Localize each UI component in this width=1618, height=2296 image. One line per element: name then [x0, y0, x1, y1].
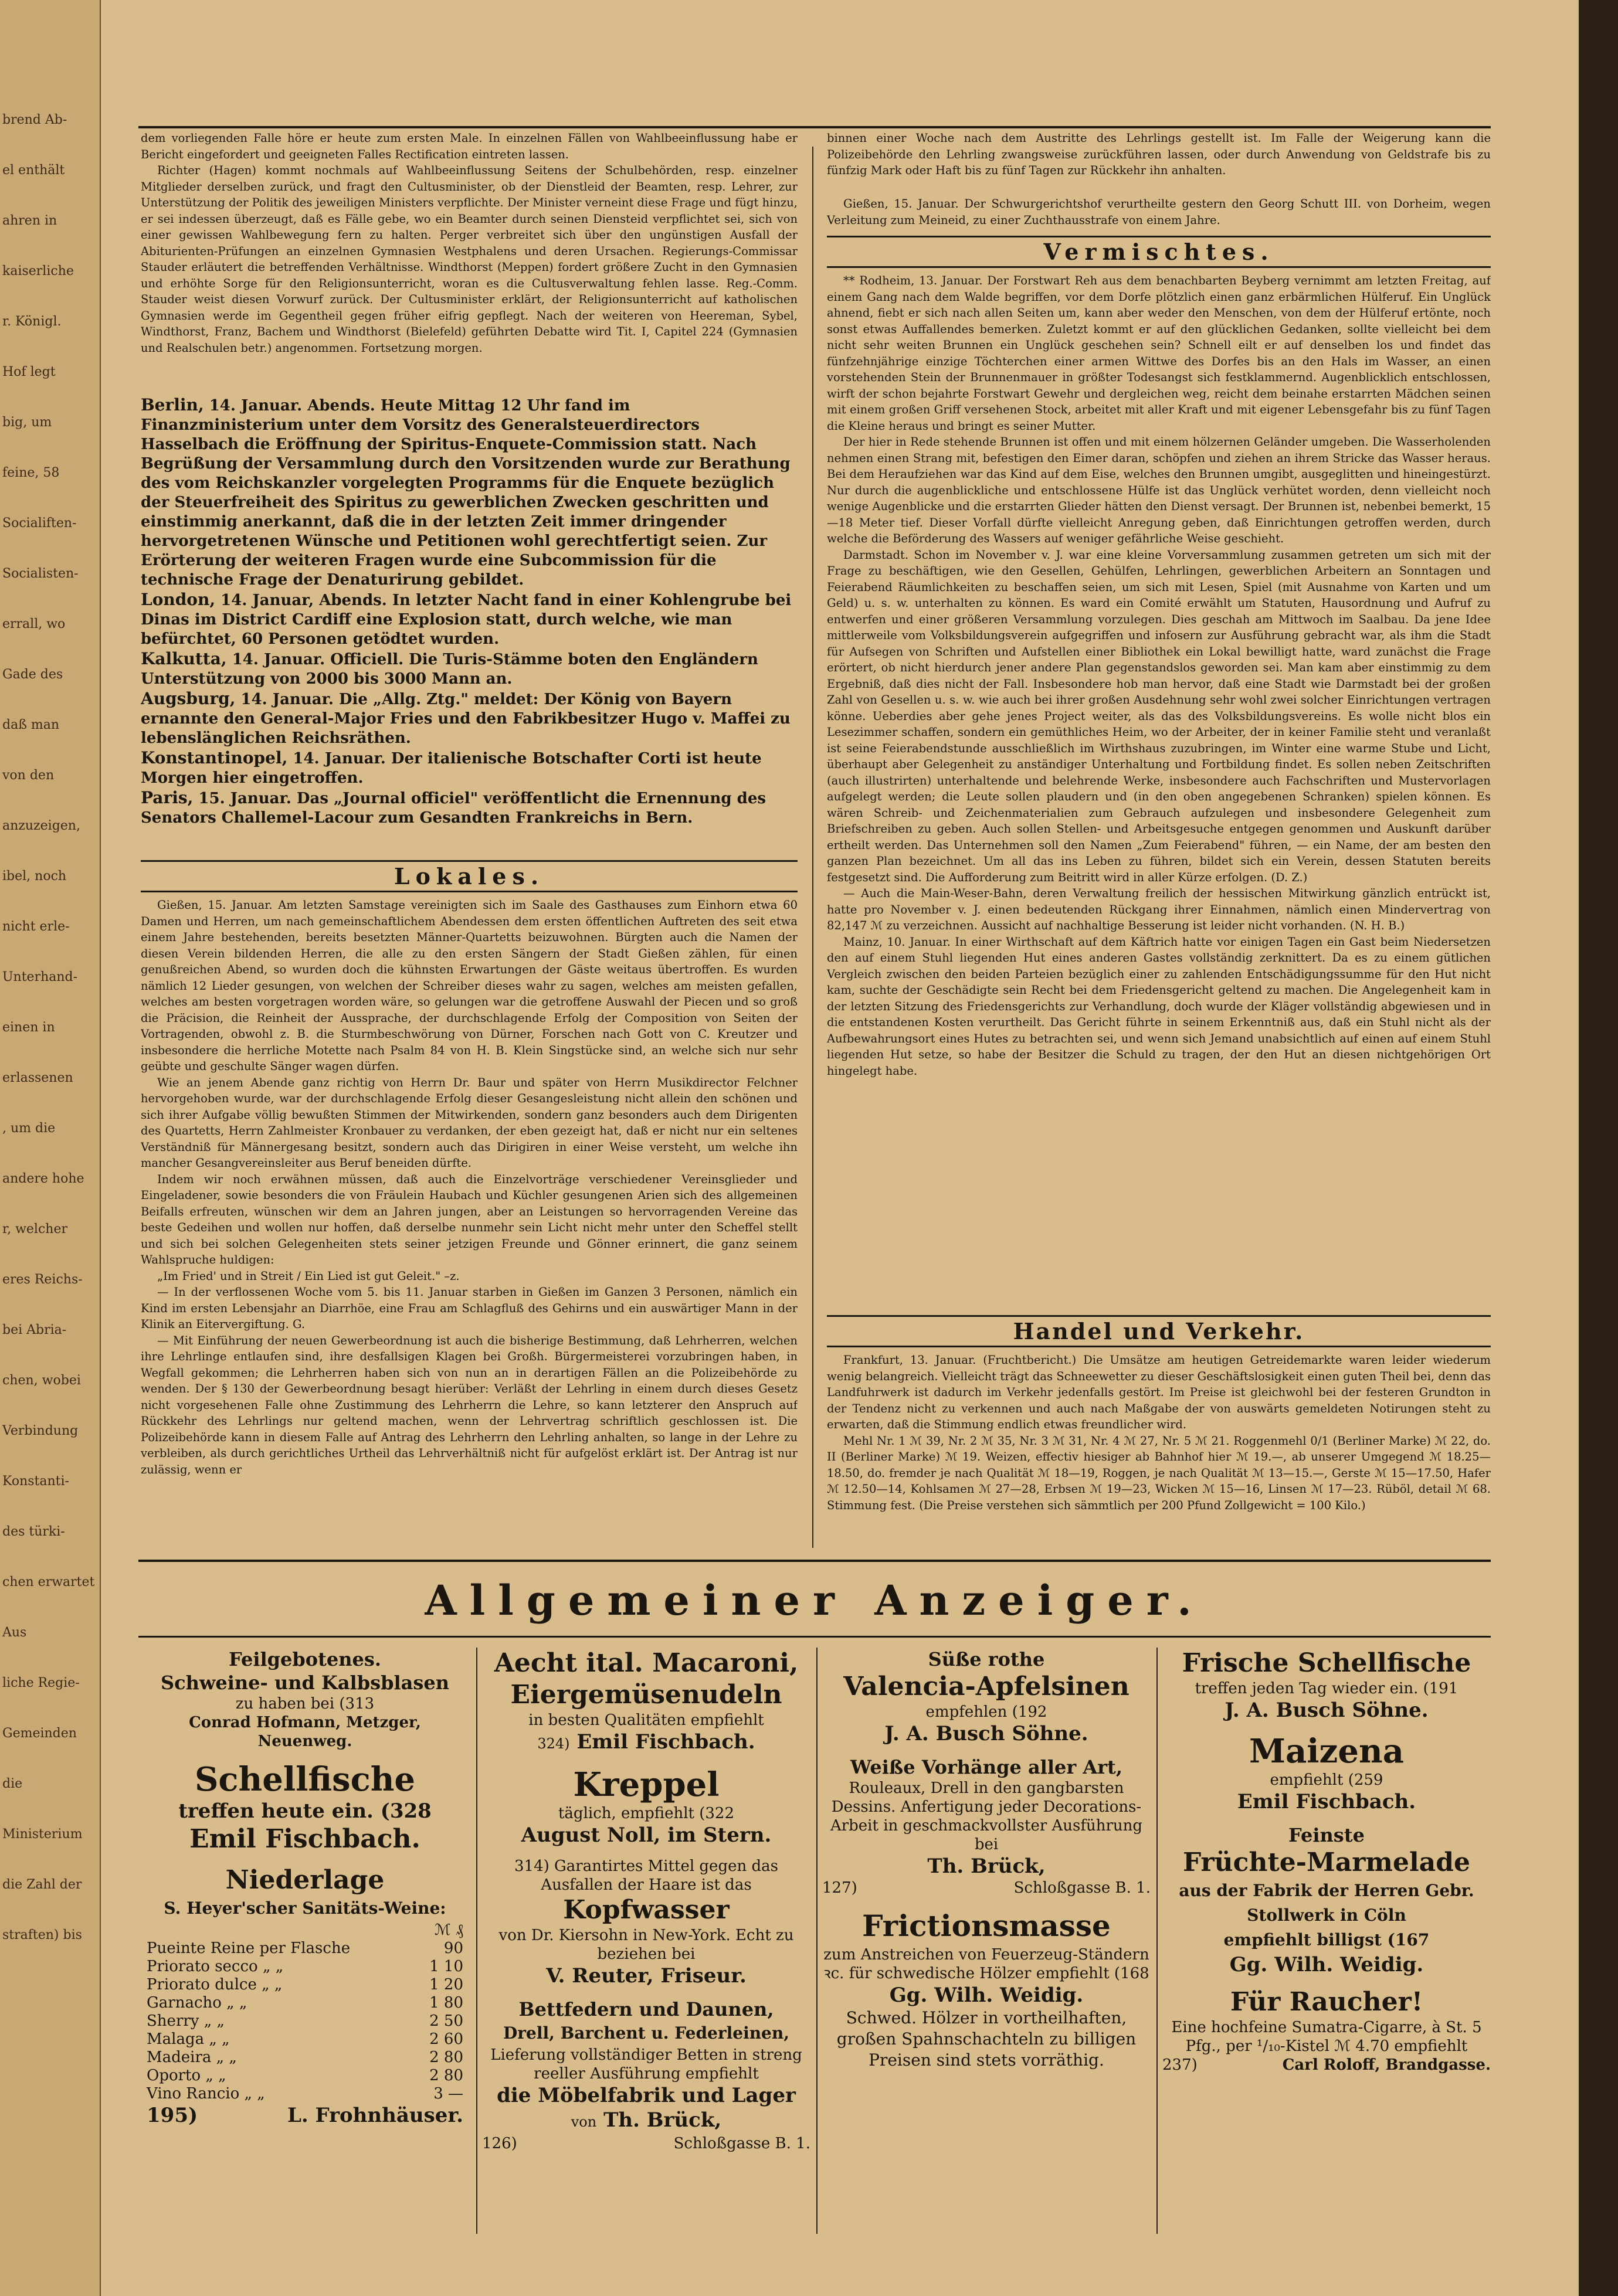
- news-place: Paris,: [141, 788, 194, 807]
- ad-column-1: [141, 1648, 469, 2234]
- wine-price: 2 80: [429, 2049, 463, 2066]
- wine-row: [141, 2085, 469, 2103]
- section-heading-lokales: Lokales.: [141, 860, 798, 892]
- wine-name: Sherry „ „: [147, 2012, 225, 2030]
- news-place: Berlin,: [141, 395, 204, 415]
- left-page-fragment: straften) bis: [2, 1928, 82, 1942]
- ad-text: empfiehlt (259: [1270, 1771, 1383, 1789]
- news-place: Kalkutta,: [141, 649, 227, 668]
- ad-text: 126) Schloßgasse B. 1.: [482, 2135, 810, 2152]
- left-page-fragment: nicht erle-: [2, 919, 70, 934]
- wine-name: Vino Rancio „ „: [147, 2085, 265, 2103]
- ad-heading: Früchte-Marmelade: [1183, 1847, 1470, 1877]
- ad-heading: Aecht ital. Macaroni,: [494, 1648, 799, 1678]
- ad-heading: Niederlage: [225, 1865, 385, 1895]
- ad-text: treffen heute ein. (328: [178, 1799, 432, 1823]
- left-page-fragment: el enthält: [2, 163, 65, 178]
- left-page-fragment: feine, 58: [2, 466, 60, 480]
- wine-row: [141, 1958, 469, 1976]
- left-page-fragment: chen erwartet: [2, 1575, 95, 1589]
- paragraph: Richter (Hagen) kommt nochmals auf Wahlbeeinflussung Seitens der Schulbehörden, resp. einzelner Mitglieder derselben zurück, und fragt den Cultusminister, ob der Dienstleid der Beamten, resp. Lehrer, zur Unterstützung der Politik des jeweiligen Ministers verpflichte. Der Minister verneint diese Frage und fügt hinzu, er sei indessen überzeugt, daß es Fälle gebe, wo ein Beamter durch seinen Diensteid verpflichtet sei, sich von einer gewissen Wahlbewegung fern zu halten. Perger verbreitet sich über den ungünstigen Ausfall der Abiturienten-Prüfungen an einzelnen Gymnasien Westphalens und deren Ursachen. Regierungs-Commissar Stauder erläutert die betreffenden Verhältnisse. Windthorst (Meppen) fordert größere Zucht in den Gymnasien und erhöhte Sorge für den Religionsunterricht, woran es die Cultusverwaltung fehlen lasse. Reg.-Comm. Stauder weist diesen Vorwurf zurück. Der Cultusminister erklärt, der Religionsunterricht auf katholischen Gymnasien werde im Gegentheil gegen früher eifrig gepflegt. Nach der weiteren von Heereman, Sybel, Windthorst, Franz, Bachem und Windthorst (Bielefeld) geführten Debatte wird Tit. I, Capitel 224 (Gymnasien und Realschulen betr.) angenommen. Fortsetzung morgen.: [141, 164, 798, 355]
- left-page-fragment: Unterhand-: [2, 970, 78, 984]
- vermischtes-text: [827, 273, 1491, 1310]
- paragraph: Wie an jenem Abende ganz richtig von Herrn Dr. Baur und später von Herrn Musikdirector Felchner hervorgehoben wurde, war der durchschlagende Erfolg dieser Gesangesleistung nicht allein den schönen und sich ihrer Aufgabe völlig bewußten Stimmen der Mitwirkenden, sondern ganz besonders auch dem Dirigenten des Quartetts, Herrn Zahlmeister Kronbauer zu verdanken, der eben gezeigt hat, daß er nicht nur ein seltenes Verständniß für Männergesang besitzt, sondern auch das Dirigiren in einer Weise versteht, um welche ihn mancher Gesangvereinsleiter aus Beruf beneiden dürfte.: [141, 1075, 798, 1170]
- ad-text: Eine hochfeine Sumatra-Cigarre, à St. 5 Pfg., per ¹/₁₀-Kistel ℳ 4.70 empfiehlt: [1171, 2019, 1482, 2055]
- left-page-fragment: r, welcher: [2, 1222, 67, 1237]
- ad-advertiser: Conrad Hofmann, Metzger, Neuenweg.: [189, 1714, 421, 1750]
- ad-text: 127) Schloßgasse B. 1.: [822, 1879, 1151, 1897]
- ad-heading: Kreppel: [573, 1765, 720, 1804]
- left-page-fragment: brend Ab-: [2, 113, 67, 127]
- section-heading-handel: Handel und Verkehr.: [827, 1315, 1491, 1347]
- ad-heading: Süße rothe: [928, 1648, 1045, 1670]
- ad-text: aus der Fabrik der Herren Gebr. Stollwerk in Cöln: [1179, 1881, 1474, 1925]
- ad-advertiser: 324) Emil Fischbach.: [537, 1730, 755, 1754]
- wine-name: Oporto „ „: [147, 2067, 226, 2084]
- price-units: ℳ ₰: [434, 1921, 463, 1939]
- ad-advertiser: J. A. Busch Söhne.: [884, 1722, 1088, 1745]
- lokales-text: [141, 897, 798, 1653]
- wine-name: Priorato secco „ „: [147, 1958, 284, 1975]
- paragraph: Darmstadt. Schon im November v. J. war eine kleine Vorversammlung zusammen getreten um sich mit der Frage zu beschäftigen, wie den Gesellen, Gehülfen, Lehrlingen, gewerblichen Arbeitern an Sonntagen und Feierabend Räumlichkeiten zu beschaffen seien, um sich mit Lesen, Spiel (mit Ausnahme von Karten und um Geld) u. s. w. unterhalten zu können. Es ward ein Comité erwählt um Statuten, Hausordnung und Aufruf zu entwerfen und einer größeren Versammlung vorzulegen. Dies geschah am Mittwoch im Saalbau. Da jene Idee mittlerweile vom Volksbildungsverein aufgegriffen und infosern zur Ausführung gebracht war, als ihm die Stadt für Aufsegen von Schriften und Aufstellen einer Bibliothek ein Lokal bewilligt hatte, ward zunächst die Frage erörtert, ob nicht hierdurch jener andere Plan gegenstandslos geworden sei. Man kam aber einstimmig zu dem Ergebniß, daß dies nicht der Fall. Insbesondere hob man hervor, daß eine Stadt wie Darmstadt bei der großen Zahl von Gesellen u. s. w. wie auch bei ihrer großen Ausdehnung sehr wohl zwei solcher Einrichtungen vertragen könne. Ueberdies aber gehe jenes Project weiter, als das des Volksbildungsvereins. Es wolle nicht blos ein Lesezimmer schaffen, sondern ein gemüthliches Heim, wo der Arbeiter, der in keiner Familie steht und veranlaßt ist seine Feierabendstunde ausschließlich im Wirthshaus zuzubringen, im Winter eine warme Stube und Licht, überhaupt aber Gelegenheit zu anständiger Unterhaltung und Fortbildung findet. Es sollen neben Zeitschriften (auch illustrirten) unterhaltende und belehrende Werke, insbesondere auch Fachschriften und Mustervorlagen aufgelegt werden; die Leute sollen plaudern und (in den oben angegebenen Schranken) spielen können. Es wären Schreib- und Zeichenmaterialien zum Gebrauch aufzulegen und insbesondere Gelegenheit zum Briefschreiben zu geben. Auch sollen Stellen- und Arbeitsgesuche entgegen genommen und Auskunft darüber ertheilt werden. Das Unternehmen soll den Namen „Zum Feierabend" führen, — ein Name, der am besten den ganzen Plan bezeichnet. Um all das ins Leben zu führen, bildet sich ein Verein, dessen Statuten bereits festgesetzt sind. Die Aufforderung zum Beitritt wird in aller Kürze erfolgen. (D. Z.): [827, 548, 1491, 884]
- section-heading-vermischtes: Vermischtes.: [827, 236, 1491, 268]
- ad-advertiser: V. Reuter, Friseur.: [546, 1964, 747, 1988]
- left-page-fragment: r. Königl.: [2, 314, 62, 329]
- wine-price: 1 20: [429, 1976, 463, 1993]
- wine-row: [141, 1976, 469, 1994]
- ad-heading: Valencia-Apfelsinen: [843, 1672, 1129, 1701]
- wine-name: Madeira „ „: [147, 2049, 237, 2066]
- left-page-edge: [0, 0, 102, 2296]
- left-page-fragment: von den: [2, 768, 55, 783]
- ads-title: Allgemeiner Anzeiger.: [425, 1576, 1205, 1625]
- news-text: 14. Januar. Die „Allg. Ztg." meldet: Der König von Bayern ernannte den General-Major Fries und den Fabrikbesitzer Hugo v. Maffei zu lebenslänglichen Reichsräthen.: [141, 691, 791, 747]
- left-page-fragment: kaiserliche: [2, 264, 74, 278]
- left-page-fragment: erlassenen: [2, 1071, 73, 1085]
- paragraph: Indem wir noch erwähnen müssen, daß auch die Einzelvorträge verschiedener Vereinsglieder und Eingeladener, sowie besonders die von Fräulein Haubach und Küchler gesungenen Arien sich des allgemeinen Beifalls erfreuten, wünschen wir dem an Jahren jungen, aber an Leistungen so hervorragenden Vereine das beste Gedeihen und wollen nur hoffen, daß derselbe nunmehr sein Licht nicht mehr unter den Scheffel stellt und sich bei solchen Gelegenheiten stets seiner jetzigen Freunde und Gönner erinnert, die ganz seinem Wahlspruche huldigen:: [141, 1172, 798, 1266]
- ad-heading: Frische Schellfische: [1182, 1648, 1471, 1678]
- wine-price: 2 60: [429, 2030, 463, 2048]
- ad-column-4: [1162, 1648, 1491, 2234]
- wine-price: 1 10: [429, 1958, 463, 1975]
- left-page-fragment: Aus: [2, 1625, 27, 1640]
- news-item: [141, 649, 798, 689]
- top-rule: [138, 126, 1491, 128]
- left-page-fragment: andere hohe: [2, 1171, 84, 1186]
- ad-heading: Schweine- und Kalbsblasen: [160, 1672, 449, 1694]
- wine-name: Pueinte Reine per Flasche: [147, 1940, 351, 1957]
- paragraph: — Auch die Main-Weser-Bahn, deren Verwaltung freilich der hessischen Mitwirkung gänzlich entrückt ist, hatte pro November v. J. einen bedeutenden Rückgang ihrer Einnahmen, nämlich einen Mindervertrag von 82,147 ℳ zu verzeichnen. Aussicht auf nachhaltige Besserung ist leider nicht vorhanden. (N. H. B.): [827, 887, 1491, 932]
- column-1: [141, 130, 798, 1653]
- left-page-fragment: chen, wobei: [2, 1373, 81, 1388]
- ad-text: von Dr. Kiersohn in New-York. Echt zu beziehen bei: [498, 1927, 794, 1963]
- ad-text: treffen jeden Tag wieder ein. (191: [1195, 1680, 1458, 1697]
- book-edge: [1579, 0, 1618, 2296]
- left-page-fragment: ahren in: [2, 213, 57, 228]
- news-place: Augsburg,: [141, 689, 236, 708]
- left-page-fragment: Ministerium: [2, 1827, 83, 1842]
- left-page-fragment: Gade des: [2, 667, 63, 682]
- ad-text: die Möbelfabrik und Lager: [497, 2084, 796, 2107]
- left-page-fragment: Socialiften-: [2, 516, 77, 531]
- news-place: London,: [141, 590, 216, 609]
- wine-price: 90: [443, 1940, 463, 1957]
- ad-text: Drell, Barchent u. Federleinen,: [503, 2023, 789, 2043]
- ad-text: zu haben bei (313: [235, 1695, 375, 1713]
- ad-heading: Weiße Vorhänge aller Art,: [850, 1756, 1122, 1778]
- wine-price: 2 80: [429, 2067, 463, 2084]
- ad-advertiser: August Noll, im Stern.: [521, 1823, 772, 1847]
- ad-advertiser: 237) Carl Roloff, Brandgasse.: [1162, 2056, 1491, 2074]
- ad-column-3: [822, 1648, 1151, 2234]
- ad-heading: Feinste: [1288, 1824, 1365, 1846]
- left-page-fragment: einen in: [2, 1020, 55, 1035]
- left-page-fragment: daß man: [2, 718, 60, 732]
- news-item: [141, 788, 798, 828]
- news-text: 14. Januar, Abends. In letzter Nacht fand in einer Kohlengrube bei Dinas im District Cardiff eine Explosion statt, durch welche, wie man befürchtet, 60 Personen getödtet wurden.: [141, 592, 792, 648]
- paragraph: „Im Fried' und in Streit / Ein Lied ist gut Geleit." –z.: [157, 1269, 460, 1283]
- wine-row: [141, 1940, 469, 1958]
- paragraph: dem vorliegenden Falle höre er heute zum ersten Male. In einzelnen Fällen von Wahlbeeinflussung habe er Bericht eingefordert und geeigneten Falles Rectification eintreten lassen.: [141, 131, 798, 161]
- news-text: 15. Januar. Das „Journal officiel" veröffentlicht die Ernennung des Senators Challemel-Lacour zum Gesandten Frankreichs in Bern.: [141, 790, 766, 827]
- newspaper-page: [101, 0, 1579, 2296]
- ad-text: täglich, empfiehlt (322: [558, 1805, 735, 1822]
- ad-text: S. Heyer'scher Sanitäts-Weine:: [164, 1898, 446, 1918]
- wine-name: Garnacho „ „: [147, 1994, 247, 2012]
- ad-heading: Kopfwasser: [563, 1895, 730, 1925]
- left-page-fragment: Hof legt: [2, 365, 56, 379]
- ad-advertiser: Emil Fischbach.: [1237, 1790, 1416, 1813]
- news-list: [141, 395, 798, 855]
- column-divider: [812, 147, 813, 1548]
- left-page-fragment: des türki-: [2, 1524, 65, 1539]
- ad-advertiser: Gg. Wilh. Weidig.: [1229, 1953, 1424, 1976]
- wine-name: Malaga „ „: [147, 2030, 230, 2048]
- left-page-fragment: bei Abria-: [2, 1323, 67, 1337]
- wine-price: 3 —: [433, 2085, 463, 2103]
- left-page-fragment: eres Reichs-: [2, 1272, 83, 1287]
- news-text: 14. Januar. Der italienische Botschafter Corti ist heute Morgen hier eingetroffen.: [141, 750, 762, 787]
- left-page-fragment: Konstanti-: [2, 1474, 69, 1489]
- ad-text: Schwed. Hölzer in vortheilhaften, großen Spahnschachteln zu billigen Preisen sind stets vorräthig.: [836, 2008, 1137, 2070]
- ad-text: 314) Garantirtes Mittel gegen das Ausfallen der Haare ist das: [514, 1857, 778, 1894]
- ad-text: Rouleaux, Drell in den gangbarsten Dessins. Anfertigung jeder Decorations-Arbeit in geschmackvollster Ausführung bei: [830, 1779, 1143, 1853]
- wine-row: [141, 2030, 469, 2049]
- ad-advertiser: Emil Fischbach.: [189, 1824, 420, 1854]
- left-page-fragment: Socialisten-: [2, 566, 79, 581]
- ad-divider: [816, 1648, 818, 2234]
- paragraph: Gießen, 15. Januar. Der Schwurgerichtshof verurtheilte gestern den Georg Schutt III. von Dorheim, wegen Verleitung zum Meineid, zu einer Zuchthausstrafe von einem Jahre.: [827, 197, 1491, 227]
- ad-heading: Schellfische: [194, 1760, 416, 1799]
- paragraph: — In der verflossenen Woche vom 5. bis 11. Januar starben in Gießen im Ganzen 3 Personen, nämlich ein Kind im ersten Lebensjahr an Diarrhöe, eine Frau am Schlagfluß des Gehirns und ein auswärtiger Mann in der Klinik an Eitervergiftung. G.: [141, 1285, 798, 1331]
- left-page-fragment: , um die: [2, 1121, 56, 1136]
- ad-text: in besten Qualitäten empfiehlt: [528, 1711, 764, 1729]
- news-item: [141, 395, 798, 590]
- wine-row: [141, 2049, 469, 2067]
- ad-heading: Bettfedern und Daunen,: [518, 1998, 774, 2020]
- ad-text: empfiehlt billigst (167: [1223, 1930, 1430, 1949]
- column-2: [827, 130, 1491, 1528]
- left-page-fragment: die: [2, 1777, 23, 1791]
- news-item: [141, 590, 798, 649]
- ad-divider: [1156, 1648, 1158, 2234]
- ad-heading: Für Raucher!: [1230, 1987, 1423, 2017]
- wine-row: [141, 1994, 469, 2012]
- ad-text: Lieferung vollständiger Betten in streng reeller Ausführung empfiehlt: [490, 2046, 802, 2083]
- left-page-fragment: Verbindung: [2, 1424, 79, 1438]
- ad-text: zum Anstreichen von Feuerzeug-Ständern ꝛc. für schwedische Hölzer empfiehlt (168: [823, 1946, 1149, 1982]
- ad-advertiser: J. A. Busch Söhne.: [1224, 1699, 1429, 1722]
- left-page-fragment: anzuzeigen,: [2, 818, 80, 833]
- left-page-fragment: Gemeinden: [2, 1726, 77, 1741]
- ad-text: empfehlen (192: [925, 1703, 1047, 1721]
- paragraph: binnen einer Woche nach dem Austritte des Lehrlings gestellt ist. Im Falle der Weigerung kann die Polizeibehörde den Lehrling zwangsweise zurückführen lassen, oder durch Anwendung von Geldstrafe bis zu fünfzig Mark oder Haft bis zu fünf Tagen zur Rückkehr ihn anhalten.: [827, 131, 1491, 177]
- wine-price: 2 50: [429, 2012, 463, 2030]
- wine-price: 1 80: [429, 1994, 463, 2012]
- ad-advertiser: Gg. Wilh. Weidig.: [889, 1983, 1084, 2007]
- wine-row: [141, 2067, 469, 2085]
- left-page-fragment: ibel, noch: [2, 869, 67, 884]
- ad-heading: Eiergemüsenudeln: [510, 1680, 782, 1710]
- paragraph: ** Rodheim, 13. Januar. Der Forstwart Reh aus dem benachbarten Beyberg vernimmt am letzten Freitag, auf einem Gang nach dem Walde begriffen, vor dem Dorfe plötzlich einen ganz erbärmlichen Hülferuf. Ein Unglück ahnend, fiebt er sich nach allen Seiten um, kann aber weder den Menschen, von dem der Hülferuf ertönte, noch sonst etwas Auffallendes bemerken. Zuletzt kommt er auf den glücklichen Gedanken, sollte vielleicht bei dem nicht sehr weiten Brunnen ein Unglück geschehen sein? Schnell eilt er auf denselben los und findet das fünfzehnjährige einzige Töchterchen einer armen Wittwe des Dorfes bis an den Hals im Wasser, an einen vorstehenden Stein der Brunnenmauer in größter Todesangst sich festklammernd. Augenblicklich entschlossen, wirft der schon bejahrte Forstwart Gewehr und dergleichen weg, reicht dem beinahe erstarrten Mädchen seinen mit einem großen Griff versehenen Stock, arbeitet mit aller Kraft und mit eigener Lebensgefahr bis zu fünf Tagen die Kleine heraus und bringt es seiner Mutter.: [827, 274, 1491, 433]
- wine-name: Priorato dulce „ „: [147, 1976, 283, 1993]
- news-item: [141, 689, 798, 748]
- news-text: 14. Januar. Abends. Heute Mittag 12 Uhr fand im Finanzministerium unter dem Vorsitz des Generalsteuerdirectors Hasselbach die Eröffnung der Spiritus-Enquete-Commission statt. Nach Begrüßung der Versammlung durch den Vorsitzenden wurde zur Berathung des vom Reichskanzler vorgelegten Programms für die Enquete bezüglich der Steuerfreiheit des Spiritus zu gewerblichen Zwecken geschritten und einstimmig anerkannt, daß die in der letzten Zeit immer dringender hervorgetretenen Wünsche und Petitionen wohl gerechtfertigt seien. Zur Erörterung der weiteren Fragen wurde eine Subcommission für die technische Frage der Denaturirung gebildet.: [141, 397, 791, 589]
- paragraph: Gießen, 15. Januar. Am letzten Samstage vereinigten sich im Saale des Gasthauses zum Einhorn etwa 60 Damen und Herren, um nach gemeinschaftlichem Abendessen dem ersten öffentlichen Auftreten des seit etwa einem Jahre bestehenden, bereits besetzten Männer-Quartetts beizuwohnen. Bürgten auch die Namen der diesen Verein bildenden Herren, die alle zu den ersten Sängern der Stadt Gießen zählen, für einen genußreichen Abend, so wurden doch die kühnsten Erwartungen der Gäste weitaus übertroffen. Es wurden nämlich 12 Lieder gesungen, von welchen der Schreiber dieses wahr zu sagen, welches am meisten gefallen, welches am besten vorgetragen worden wäre, so gelungen war die getroffene Auswahl der Piecen und so groß die Präcision, die Reinheit der Aussprache, der durchschlagende Erfolg der Composition von Seiten der Vortragenden, obwohl z. B. die Sturmbeschwörung von Dürner, Forschen nach Gott von C. Kreutzer und insbesondere die herrliche Motette nach Psalm 84 von H. B. Klein Singstücke sind, an welche sich nur sehr geübte und geschulte Sänger wagen dürfen.: [141, 898, 798, 1073]
- ad-advertiser: von Th. Brück,: [571, 2108, 722, 2132]
- news-place: Konstantinopel,: [141, 748, 288, 767]
- paragraph: Frankfurt, 13. Januar. (Fruchtbericht.) Die Umsätze am heutigen Getreidemarkte waren leider wiederum wenig belangreich. Vielleicht trägt das Schneewetter zu dieser Geschäftslosigkeit einen guten Theil bei, denn das Landfuhrwerk ist dadurch im Verkehr jedenfalls gestört. Im Preise ist gleichwohl bei der festeren Grundton in der Tendenz nicht zu verkennen und auch nach Maßgabe der von auswärts gemeldeten Notirungen steht zu erwarten, daß die Stimmung endlich etwas freundlicher wird.: [827, 1353, 1491, 1431]
- paragraph: Mainz, 10. Januar. In einer Wirthschaft auf dem Käftrich hatte vor einigen Tagen ein Gast beim Niedersetzen den auf einem Stuhl liegenden Hut eines anderen Gastes vollständig zerknittert. Da es zu einem gütlichen Vergleich zwischen den beiden Parteien bezüglich einer zu zahlenden Entschädigungssumme für den Hut nicht kam, suchte der Geschädigte sein Recht bei dem Friedensgericht geltend zu machen. Die Angelegenheit kam in der letzten Sitzung des Friedensgerichts zur Verhandlung, doch wurde der Kläger vollständig abgewiesen und in die entstandenen Kosten verurtheilt. Das Gericht führte in seinem Erkenntniß aus, daß ein Stuhl nicht als der Aufbewahrungsort eines Hutes zu betrachten sei, und wenn sich Jemand unabsichtlich auf einen auf einem Stuhl liegenden Hut setze, so habe der Besitzer die Schuld zu tragen, der den Hut an diesen nichtgehörigen Ort hingelegt habe.: [827, 935, 1491, 1078]
- left-page-fragment: errall, wo: [2, 617, 66, 631]
- wine-row: [141, 2012, 469, 2030]
- ad-heading: Frictionsmasse: [862, 1908, 1111, 1943]
- paragraph: Mehl Nr. 1 ℳ 39, Nr. 2 ℳ 35, Nr. 3 ℳ 31, Nr. 4 ℳ 27, Nr. 5 ℳ 21. Roggenmehl 0/1 (Berliner Marke) ℳ 22, do. II (Berliner Marke) ℳ 19. Weizen, effectiv hiesiger ab Bahnhof hier ℳ 19.—, ab unserer Umgegend ℳ 18.25—18.50, do. fremder je nach Qualität ℳ 18—19, Roggen, je nach Qualität ℳ 13—15.—, Gerste ℳ 15—17.50, Hafer ℳ 12.50—14, Kohlsamen ℳ 27—28, Erbsen ℳ 19—23, Wicken ℳ 15—16, Linsen ℳ 17—23. Rüböl, detail ℳ 68. Stimmung fest. (Die Preise verstehen sich sämmtlich per 200 Pfund Zollgewicht = 100 Kilo.): [827, 1434, 1491, 1512]
- left-page-fragment: liche Regie-: [2, 1676, 80, 1690]
- ad-divider: [476, 1648, 477, 2234]
- paragraph: Der hier in Rede stehende Brunnen ist offen und mit einem hölzernen Geländer umgeben. Die Wasserholenden nehmen einen Strang mit, befestigen den Eimer daran, schöpfen und ziehen an ihrem Stricke das Wasser heraus. Bei dem Heraufziehen war das Kind auf dem Eise, welches den Brunnen umgibt, ausgeglitten und hineingestürzt. Nur durch die augenblickliche und entschlossene Hülfe ist das Unglück verhütet worden, denn vielleicht noch wenige Augenblicke und die erstarrten Glieder hätten den Dienst versagt. Der Brunnen ist, nebenbei bemerkt, 15—18 Meter tief. Dieser Vorfall dürfte vielleicht Anregung geben, daß Einrichtungen getroffen werden, durch welche die Beförderung des Wassers auf weniger gefährliche Weise geschieht.: [827, 435, 1491, 545]
- wine-list: [141, 1940, 469, 2103]
- ads-top-rule: [138, 1560, 1491, 1562]
- left-page-fragment: die Zahl der: [2, 1877, 82, 1892]
- ad-advertiser: Th. Brück,: [927, 1855, 1046, 1878]
- news-item: [141, 748, 798, 788]
- ad-column-2: [482, 1648, 810, 2234]
- ad-heading: Feilgebotenes.: [228, 1648, 381, 1670]
- ads-title-rule: [138, 1636, 1491, 1638]
- ad-advertiser: 195) L. Frohnhäuser.: [147, 2104, 463, 2127]
- paragraph: — Mit Einführung der neuen Gewerbeordnung ist auch die bisherige Bestimmung, daß Lehrherren, welchen ihre Lehrlinge entlaufen sind, ihre desfallsigen Klagen bei Großh. Bürgermeisterei vorzubringen haben, in Wegfall gekommen; die Lehrherren haben sich von nun an in derartigen Fällen an die Polizeibehörde zu wenden. Der § 130 der Gewerbeordnung besagt hierüber: Verläßt der Lehrling in einem durch dieses Gesetz nicht vorgesehenen Falle ohne Zustimmung des Lehrherrn die Lehre, so kann letzterer den Anspruch auf Rückkehr des Lehrlings nur geltend machen, wenn der Lehrvertrag schriftlich geschlossen ist. Die Polizeibehörde kann in diesem Falle auf Antrag des Lehrherrn den Lehrling anhalten, so lange in der Lehre zu verbleiben, als durch gerichtliches Urtheil das Lehrverhältniß nicht für aufgelöst erklärt ist. Der Antrag ist nur zulässig, wenn er: [141, 1333, 798, 1476]
- left-page-fragment: big, um: [2, 415, 52, 430]
- news-text: 14. Januar. Officiell. Die Turis-Stämme boten den Engländern Unterstützung von 2000 bis 3000 Mann an.: [141, 651, 758, 688]
- ad-heading: Maizena: [1249, 1732, 1404, 1771]
